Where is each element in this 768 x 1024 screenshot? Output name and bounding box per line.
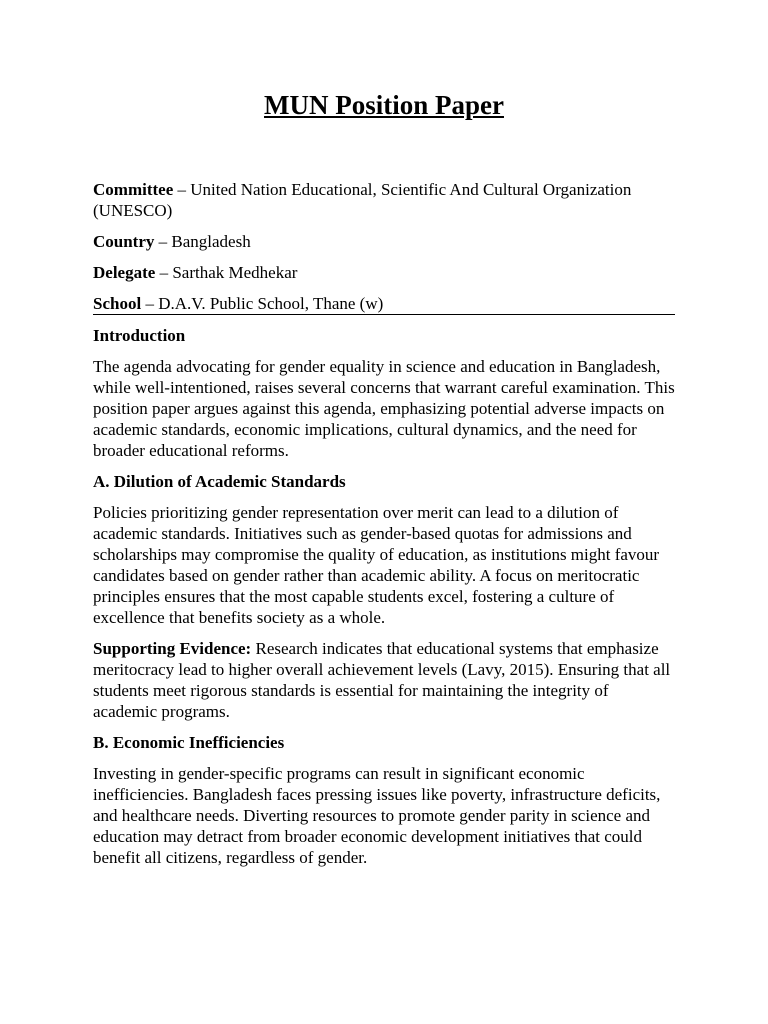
supporting-evidence-label: Supporting Evidence: (93, 639, 252, 658)
school-line (93, 293, 675, 314)
delegate-label: Delegate (93, 263, 156, 282)
delegate-value: – Sarthak Medhekar (155, 263, 298, 282)
header-details (93, 179, 675, 314)
committee-line (93, 179, 675, 221)
country-label: Country (93, 232, 155, 251)
supporting-evidence-text: Research indicates that educational systems that emphasize meritocracy lead to higher overall achievement levels (Lavy, 2015). Ensuring that all students meet rigorous standards is essential for maintaining the integrity of academic programs. (93, 639, 671, 721)
committee-value: – United Nation Educational, Scientific And Cultural Organization (UNESCO) (93, 180, 632, 220)
section-b-heading: B. Economic Inefficiencies (93, 733, 285, 752)
introduction-heading: Introduction (93, 326, 186, 345)
school-value: – D.A.V. Public School, Thane (w) (141, 294, 384, 313)
document-body (93, 325, 675, 878)
delegate-line (93, 262, 675, 283)
school-label: School (93, 294, 142, 313)
committee-label: Committee (93, 180, 174, 199)
section-a-heading: A. Dilution of Academic Standards (93, 472, 346, 491)
supporting-evidence-paragraph (93, 638, 675, 722)
page-title: MUN Position Paper (264, 90, 504, 120)
horizontal-divider (93, 314, 675, 315)
introduction-paragraph: The agenda advocating for gender equality in science and education in Bangladesh, while well-intentioned, raises several concerns that warrant careful examination. This position paper argues against this agenda, emphasizing potential adverse impacts on academic standards, economic implications, cultural dynamics, and the need for broader educational reforms. (93, 357, 675, 460)
country-line (93, 231, 675, 252)
section-b-paragraph: Investing in gender-specific programs can result in significant economic inefficiencies. Bangladesh faces pressing issues like poverty, infrastructure deficits, and healthcare needs. Diverting resources to promote gender parity in science and education may detract from broader economic development initiatives that could benefit all citizens, regardless of gender. (93, 764, 661, 867)
country-value: – Bangladesh (154, 232, 251, 251)
section-a-paragraph: Policies prioritizing gender representation over merit can lead to a dilution of academic standards. Initiatives such as gender-based quotas for admissions and scholarships may compromise the quality of education, as institutions might favour candidates based on gender rather than academic ability. A focus on meritocratic principles ensures that the most capable students excel, fostering a culture of excellence that benefits society as a whole. (93, 503, 660, 627)
